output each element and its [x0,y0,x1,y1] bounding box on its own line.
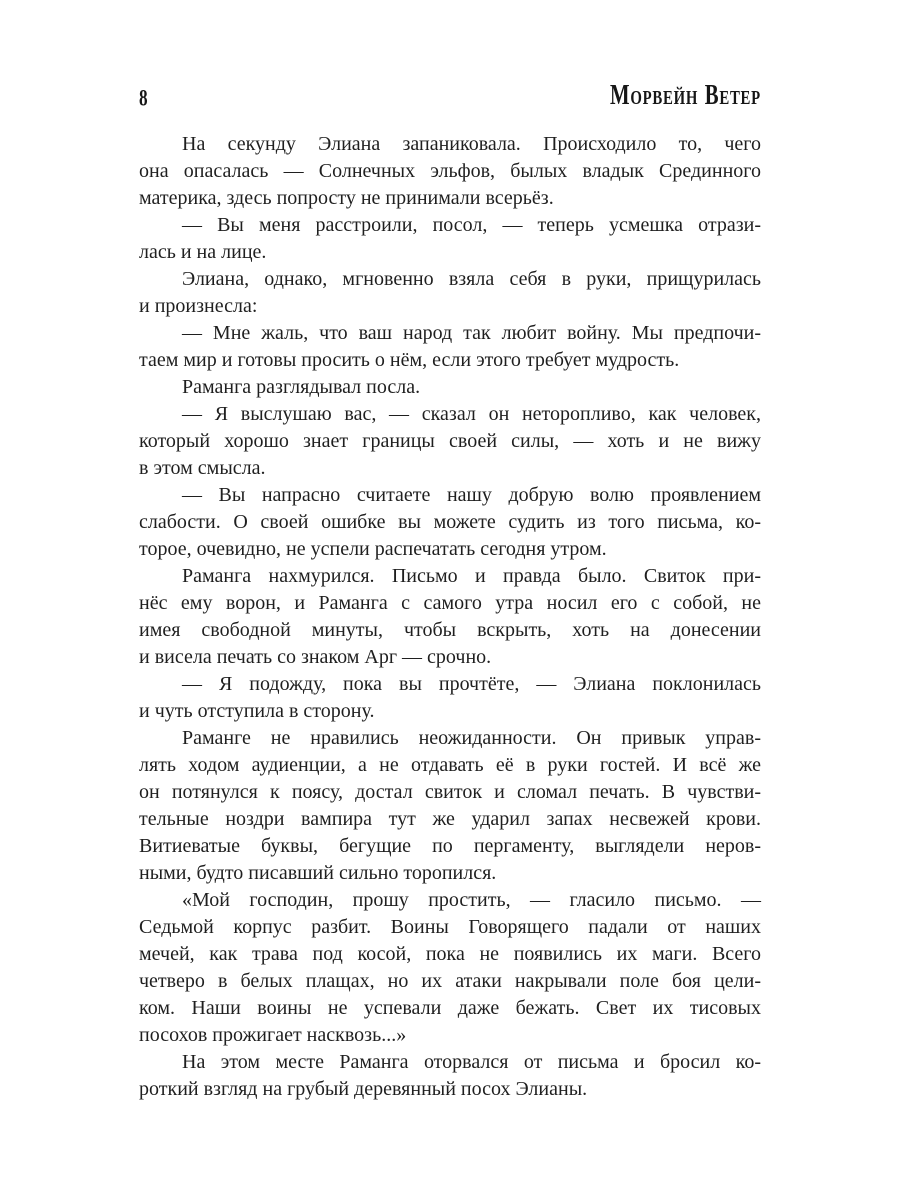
text-line: который хорошо знает границы своей силы, — хоть и не вижу [139,430,761,452]
paragraph [139,887,761,1049]
text-line: Раманга разглядывал посла. [182,376,421,398]
paragraph [139,671,761,725]
text-line: она опасалась — Солнечных эльфов, былых владык Срединного [139,160,761,182]
text-line: лять ходом аудиенции, а не отдавать её в руки гостей. И всё же [139,754,761,776]
text-line: материка, здесь попросту не принимали всерьёз. [139,187,554,209]
text-line: и произнесла: [139,295,258,317]
paragraph [139,131,761,212]
paragraph [139,212,761,266]
text-line: имея свободной минуты, чтобы вскрыть, хоть на донесении [139,619,761,641]
text-line: Раманге не нравились неожиданности. Он привык управ- [182,727,761,749]
text-line: роткий взгляд на грубый деревянный посох Элианы. [139,1078,588,1100]
text-line: Витиеватые буквы, бегущие по пергаменту, выглядели неров- [139,835,761,857]
text-line: На этом месте Раманга оторвался от письма и бросил ко- [182,1051,761,1073]
text-line: — Мне жаль, что ваш народ так любит войну. Мы предпочи- [182,322,761,344]
paragraph [139,320,761,374]
text-line: — Я выслушаю вас, — сказал он неторопливо, как человек, [182,403,761,425]
text-line: посохов прожигает насквозь...» [139,1024,407,1046]
text-line: Раманга нахмурился. Письмо и правда было. Свиток при- [182,565,761,587]
text-line: слабости. О своей ошибке вы можете судить из того письма, ко- [139,511,761,533]
text-line: четверо в белых плащах, но их атаки накрывали поле боя цели- [139,970,761,992]
paragraph [139,374,761,401]
text-line: таем мир и готовы просить о нём, если этого требует мудрость. [139,349,680,371]
page-header [139,78,761,112]
text-line: — Вы напрасно считаете нашу добрую волю проявлением [182,484,761,506]
text-line: ными, будто писавший сильно торопился. [139,862,497,884]
paragraph [139,1049,761,1103]
text-line: тельные ноздри вампира тут же ударил запах несвежей крови. [139,808,761,830]
running-header [610,80,761,112]
running-header-word: ВЕТЕР [704,80,761,111]
text-line: Элиана, однако, мгновенно взяла себя в руки, прищурилась [182,268,761,290]
text-line: и висела печать со знаком Арг — срочно. [139,646,492,668]
paragraph [139,725,761,887]
paragraph [139,266,761,320]
running-header-initial: В [704,80,720,111]
text-line: он потянулся к поясу, достал свиток и сломал печать. В чувстви- [139,781,761,803]
text-line: торое, очевидно, не успели распечатать сегодня утром. [139,538,607,560]
text-line: Седьмой корпус разбит. Воины Говорящего падали от наших [139,916,761,938]
text-line: «Мой господин, прошу простить, — гласило письмо. — [182,889,761,911]
text-line: нёс ему ворон, и Раманга с самого утра носил его с собой, не [139,592,761,614]
text-line: лась и на лице. [139,241,267,263]
running-header-initial: М [610,80,631,111]
text-line: — Я подожду, пока вы прочтёте, — Элиана поклонилась [182,673,761,695]
page-number: 8 [139,84,148,111]
text-line: ком. Наши воины не успевали даже бежать. Свет их тисовых [139,997,761,1019]
running-header-word: МОРВЕЙН [610,80,699,111]
paragraph [139,401,761,482]
text-line: в этом смысла. [139,457,266,479]
paragraph [139,563,761,671]
text-line: и чуть отступила в сторону. [139,700,375,722]
paragraph [139,482,761,563]
text-line: — Вы меня расстроили, посол, — теперь усмешка отрази- [182,214,761,236]
text-line: На секунду Элиана запаниковала. Происходило то, чего [182,133,761,155]
text-line: мечей, как трава под косой, пока не появились их маги. Всего [139,943,761,965]
page-text [139,131,761,1103]
